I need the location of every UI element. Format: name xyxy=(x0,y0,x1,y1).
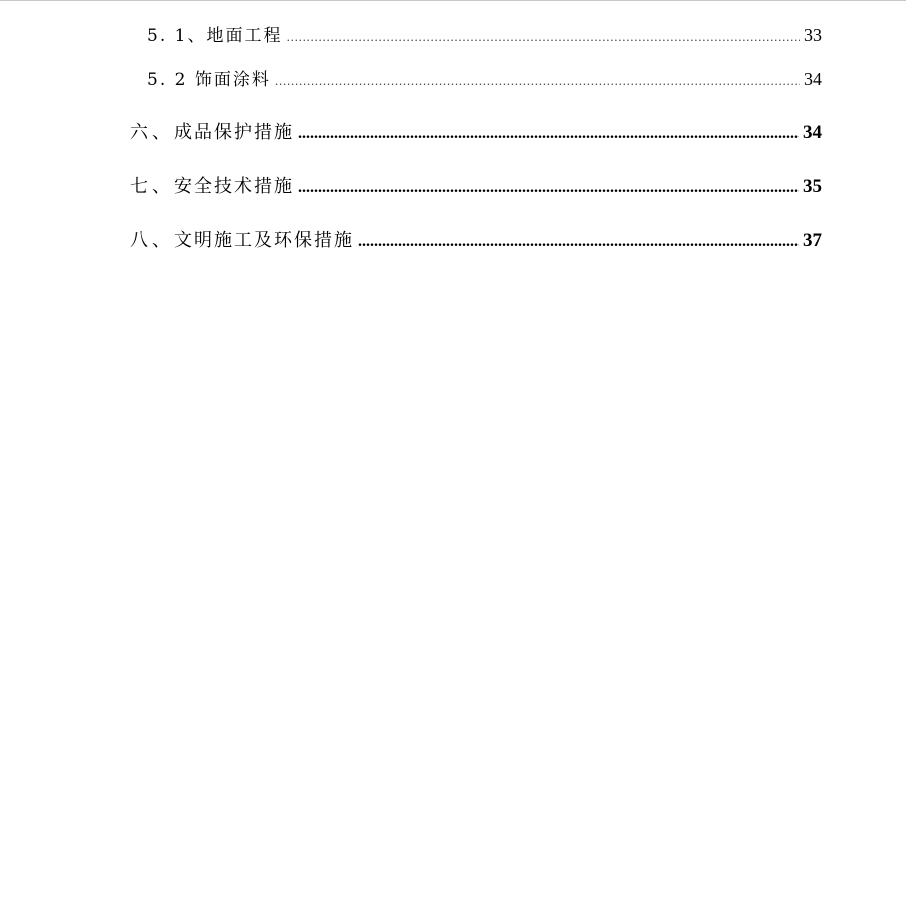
toc-leader-dots xyxy=(298,121,799,147)
toc-entry-7[interactable] xyxy=(130,174,822,200)
toc-entry-number: 5. 1、 xyxy=(147,26,207,46)
toc-entry-text: 成品保护措施 xyxy=(174,122,294,143)
toc-entry-title xyxy=(130,120,294,146)
toc-entry-page: 33 xyxy=(804,25,822,45)
toc-entry-8[interactable] xyxy=(130,228,822,254)
toc-entry-title xyxy=(130,174,294,200)
toc-entry-number: 5. 2 xyxy=(147,70,195,90)
toc-entry-text: 饰面涂料 xyxy=(194,70,271,90)
toc-entry-title xyxy=(147,67,271,93)
toc-entry-page: 34 xyxy=(803,122,822,143)
toc-entry-number: 六、 xyxy=(130,122,174,143)
toc-entry-title xyxy=(147,23,282,49)
toc-entry-page: 35 xyxy=(803,176,822,197)
toc-entry-6[interactable] xyxy=(130,120,822,146)
toc-entry-number: 八、 xyxy=(130,230,174,251)
toc-leader-dots xyxy=(358,229,799,255)
toc-entry-5-1[interactable] xyxy=(147,22,822,48)
toc-entry-text: 地面工程 xyxy=(206,26,283,46)
toc-entry-title xyxy=(130,228,354,254)
toc-entry-page: 37 xyxy=(803,230,822,251)
toc-entry-page: 34 xyxy=(804,69,822,89)
toc-entry-text: 文明施工及环保措施 xyxy=(174,230,354,251)
toc-leader-dots xyxy=(275,69,800,95)
toc-leader-dots xyxy=(298,175,799,201)
toc-entry-5-2[interactable] xyxy=(147,66,822,92)
toc-leader-dots xyxy=(286,25,800,51)
toc-entry-text: 安全技术措施 xyxy=(174,176,294,197)
toc-entry-number: 七、 xyxy=(130,176,174,197)
